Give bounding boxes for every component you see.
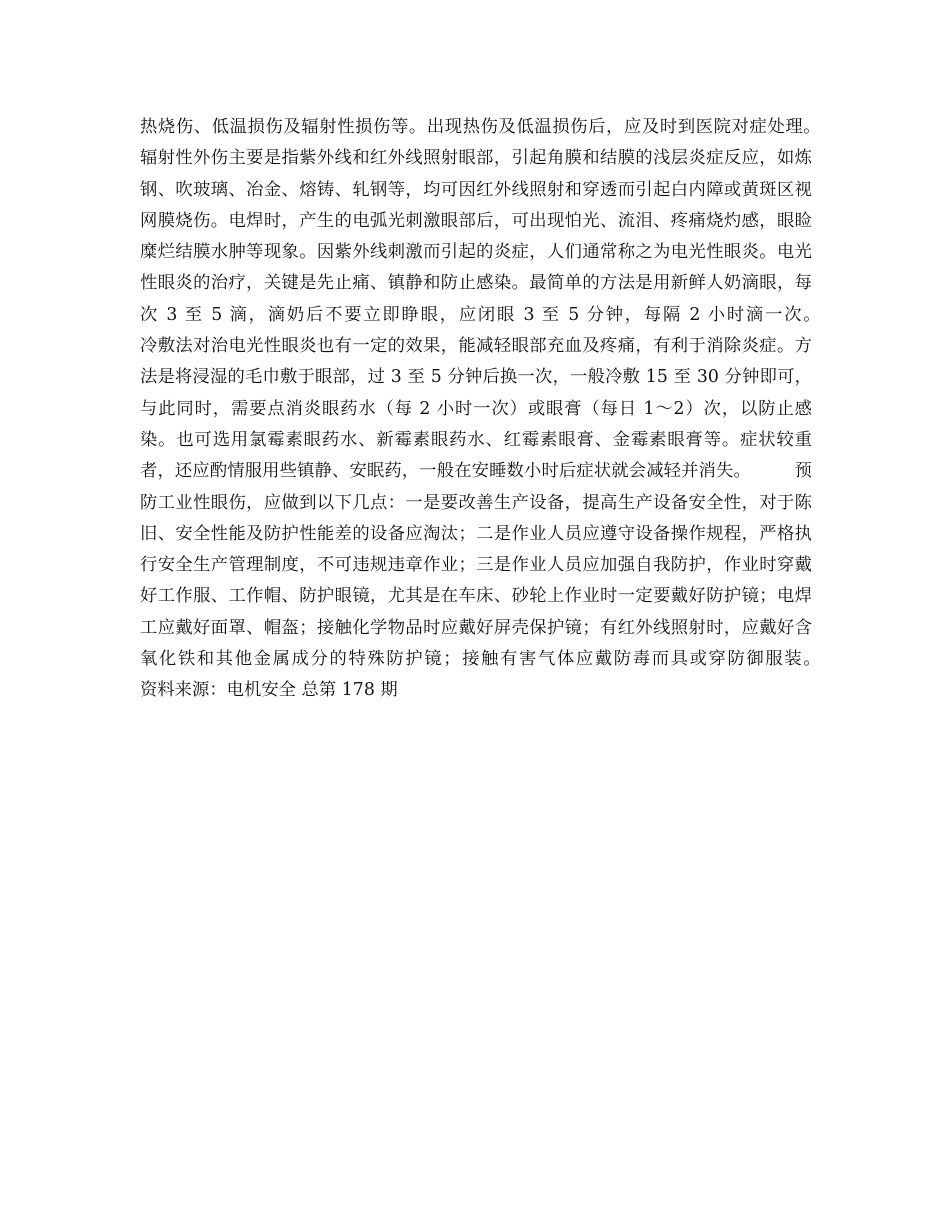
article-body — [140, 112, 812, 707]
paragraph-4: 预防工业性眼伤，应做到以下几点：一是要改善生产设备，提高生产设备安全性，对于陈旧、安全性能及防护性能差的设备应淘汰；二是作业人员应遵守设备操作规程，严格执行安全生产管理制度，不可违规违章作业；三是作业人员应加强自我防护，作业时穿戴好工作服、工作帽、防护眼镜，尤其是在车床、砂轮上作业时一定要戴好防护镜；电焊工应戴好面罩、帽盔；接触化学物品时应戴好屏壳保护镜；有红外线照射时，应戴好含氧化铁和其他金属成分的特殊防护镜；接触有害气体应戴防毒而具或穿防御服装。 — [140, 461, 813, 670]
paragraph-3: 冷敷法对治电光性眼炎也有一定的效果，能减轻眼部充血及疼痛，有利于消除炎症。方法是将浸湿的毛巾敷于眼部，过 3 至 5 分钟后换一次，一般冷敷 15 至 30 分钟即可，与此同时，需要点消炎眼药水（每 2 小时一次）或眼膏（每日 1～2）次，以防止感染。也可选用氯霉素眼药水、新霉素眼药水、红霉素眼膏、金霉素眼膏等。症状较重者，还应酌情服用些镇静、安眠药，一般在安睡数小时后症状就会减轻并消失。 — [140, 336, 812, 482]
source-line: 资料来源：电机安全 总第 178 期 — [140, 680, 398, 701]
paragraph-1: 热烧伤、低温损伤及辐射性损伤等。出现热伤及低温损伤后，应及时到医院对症处理。 — [140, 117, 812, 137]
paragraph-2: 辐射性外伤主要是指紫外线和红外线照射眼部，引起角膜和结膜的浅层炎症反应，如炼钢、吹玻璃、冶金、熔铸、轧钢等，均可因红外线照射和穿透而引起白内障或黄斑区视网膜烧伤。电焊时，产生的电弧光刺激眼部后，可出现怕光、流泪、疼痛烧灼感，眼睑糜烂结膜水肿等现象。因紫外线刺激而引起的炎症，人们通常称之为电光性眼炎。电光性眼炎的治疗，关键是先止痛、镇静和防止感染。最简单的方法是用新鲜人奶滴眼，每次 3 至 5 滴，滴奶后不要立即睁眼，应闭眼 3 至 5 分钟，每隔 2 小时滴一次。 — [140, 148, 812, 325]
